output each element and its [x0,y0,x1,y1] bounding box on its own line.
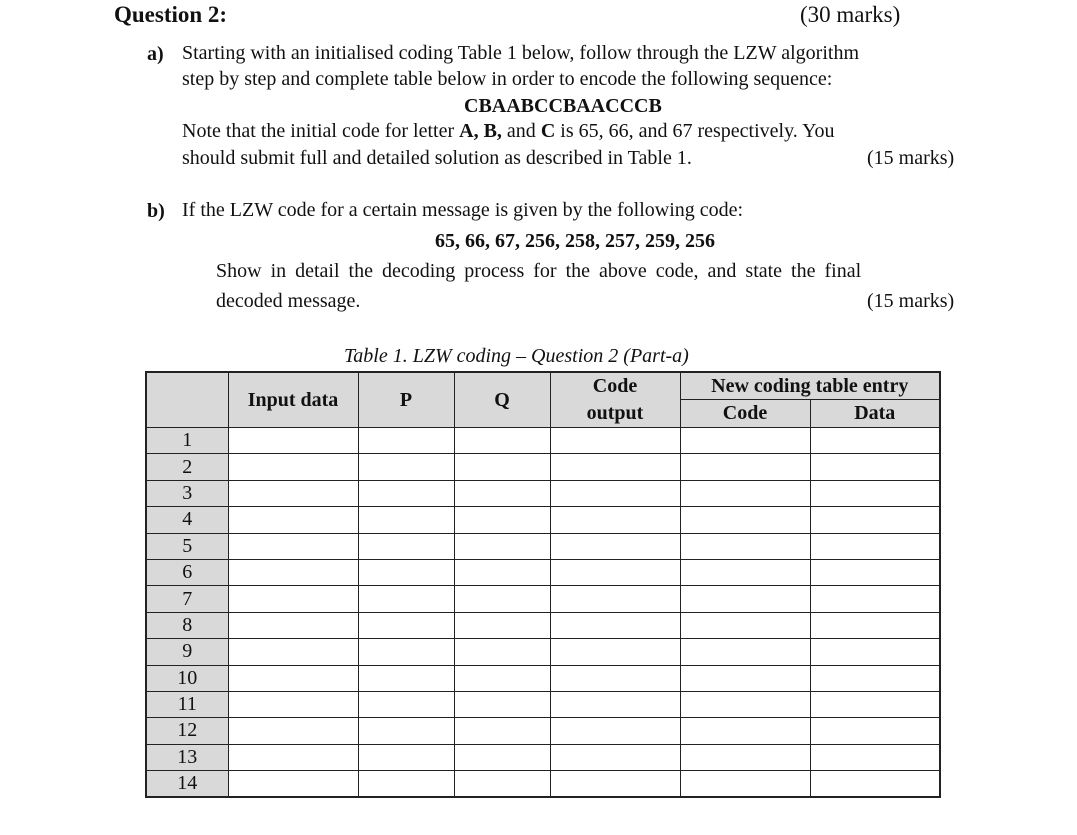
header-data: Data [810,400,940,428]
header-q: Q [454,372,550,428]
cell-new-data[interactable] [810,691,940,717]
cell-q[interactable] [454,771,550,798]
cell-new-code[interactable] [680,586,810,612]
cell-input-data[interactable] [228,428,358,454]
note-letter-a: A, [459,120,479,142]
part-a-label: a) [147,43,164,65]
table-row [146,559,940,585]
cell-p[interactable] [358,586,454,612]
table-row [146,428,940,454]
cell-p[interactable] [358,454,454,480]
table-row [146,665,940,691]
cell-code-output[interactable] [550,454,680,480]
cell-p[interactable] [358,612,454,638]
cell-input-data[interactable] [228,691,358,717]
table-caption: Table 1. LZW coding – Question 2 (Part-a) [344,345,689,367]
question-title: Question 2: [114,2,228,27]
cell-q[interactable] [454,428,550,454]
cell-input-data[interactable] [228,507,358,533]
cell-p[interactable] [358,533,454,559]
cell-new-data[interactable] [810,586,940,612]
cell-q[interactable] [454,454,550,480]
row-number: 2 [146,454,228,480]
question-marks: (30 marks) [800,2,901,27]
cell-input-data[interactable] [228,586,358,612]
cell-new-data[interactable] [810,771,940,798]
row-number: 9 [146,639,228,665]
cell-p[interactable] [358,480,454,506]
note-pre: Note that the initial code for letter [182,120,460,142]
cell-input-data[interactable] [228,480,358,506]
part-a-note [182,120,835,143]
row-number: 11 [146,691,228,717]
cell-p[interactable] [358,639,454,665]
cell-new-data[interactable] [810,559,940,585]
cell-code-output[interactable] [550,533,680,559]
cell-input-data[interactable] [228,665,358,691]
cell-new-code[interactable] [680,639,810,665]
cell-q[interactable] [454,559,550,585]
table-row [146,533,940,559]
table-row [146,744,940,770]
cell-code-output[interactable] [550,612,680,638]
cell-new-code[interactable] [680,691,810,717]
cell-new-data[interactable] [810,480,940,506]
cell-code-output[interactable] [550,744,680,770]
header-new-entry: New coding table entry [680,372,940,400]
cell-input-data[interactable] [228,533,358,559]
cell-code-output[interactable] [550,691,680,717]
cell-code-output[interactable] [550,559,680,585]
cell-p[interactable] [358,691,454,717]
note-letter-c: C [540,120,556,142]
cell-p[interactable] [358,718,454,744]
cell-input-data[interactable] [228,771,358,798]
part-a-sequence: CBAABCCBAACCCB [464,95,662,117]
cell-new-data[interactable] [810,454,940,480]
table-row [146,586,940,612]
cell-input-data[interactable] [228,559,358,585]
cell-new-data[interactable] [810,612,940,638]
part-a-line-2: step by step and complete table below in order to encode the following sequence: [182,68,833,90]
cell-input-data[interactable] [228,612,358,638]
note-and: and [501,120,541,142]
cell-new-data[interactable] [810,639,940,665]
row-number: 7 [146,586,228,612]
table-row [146,480,940,506]
cell-new-data[interactable] [810,428,940,454]
table-row [146,639,940,665]
cell-q[interactable] [454,612,550,638]
part-b-line-3: Show in detail the decoding process for the above code, and state the final [216,260,862,282]
cell-new-code[interactable] [680,559,810,585]
cell-new-data[interactable] [810,744,940,770]
header-row-number [146,372,228,428]
part-b-line-4: decoded message. [216,290,361,312]
cell-new-code[interactable] [680,507,810,533]
table-row [146,454,940,480]
cell-p[interactable] [358,771,454,798]
cell-q[interactable] [454,691,550,717]
table-body [146,428,940,798]
note-post: is 65, 66, and 67 respectively. You [555,120,835,142]
note-letter-b: B, [483,120,502,142]
row-number: 5 [146,533,228,559]
cell-new-data[interactable] [810,533,940,559]
part-b-line-1: If the LZW code for a certain message is given by the following code: [182,199,744,221]
table-row [146,718,940,744]
cell-new-data[interactable] [810,665,940,691]
part-b-label: b) [147,200,165,222]
cell-input-data[interactable] [228,718,358,744]
cell-new-code[interactable] [680,665,810,691]
cell-code-output[interactable] [550,480,680,506]
part-a-marks: (15 marks) [867,147,955,169]
cell-new-code[interactable] [680,718,810,744]
cell-new-data[interactable] [810,507,940,533]
cell-input-data[interactable] [228,454,358,480]
cell-code-output[interactable] [550,665,680,691]
header-p: P [358,372,454,428]
lzw-table [145,371,941,798]
header-code-output [550,372,680,428]
cell-input-data[interactable] [228,744,358,770]
cell-q[interactable] [454,480,550,506]
cell-q[interactable] [454,665,550,691]
header-code: Code [680,400,810,428]
part-a-line-1: Starting with an initialised coding Table 1 below, follow through the LZW algorithm [182,42,860,64]
cell-code-output[interactable] [550,771,680,798]
part-a-line-4: should submit full and detailed solution as described in Table 1. [182,147,692,169]
cell-p[interactable] [358,665,454,691]
cell-p[interactable] [358,507,454,533]
table-row [146,771,940,798]
table-row [146,507,940,533]
cell-p[interactable] [358,428,454,454]
cell-new-code[interactable] [680,428,810,454]
cell-new-code[interactable] [680,533,810,559]
cell-q[interactable] [454,639,550,665]
cell-q[interactable] [454,586,550,612]
header-code-output-line-1: Code [592,375,638,397]
cell-new-code[interactable] [680,454,810,480]
cell-new-code[interactable] [680,612,810,638]
header-input-data: Input data [228,372,358,428]
cell-code-output[interactable] [550,586,680,612]
header-code-output-line-2: output [586,402,644,424]
row-number: 1 [146,428,228,454]
cell-code-output[interactable] [550,718,680,744]
row-number: 6 [146,559,228,585]
cell-p[interactable] [358,559,454,585]
cell-p[interactable] [358,744,454,770]
row-number: 14 [146,771,228,798]
row-number: 10 [146,665,228,691]
row-number: 3 [146,480,228,506]
cell-new-data[interactable] [810,718,940,744]
cell-code-output[interactable] [550,639,680,665]
cell-code-output[interactable] [550,428,680,454]
cell-q[interactable] [454,718,550,744]
cell-input-data[interactable] [228,639,358,665]
part-b-codes: 65, 66, 67, 256, 258, 257, 259, 256 [435,230,715,252]
cell-q[interactable] [454,533,550,559]
part-b-marks: (15 marks) [867,290,955,312]
cell-new-code[interactable] [680,771,810,798]
cell-code-output[interactable] [550,507,680,533]
cell-new-code[interactable] [680,744,810,770]
row-number: 4 [146,507,228,533]
row-number: 8 [146,612,228,638]
row-number: 13 [146,744,228,770]
row-number: 12 [146,718,228,744]
table-row [146,691,940,717]
table-row [146,612,940,638]
cell-q[interactable] [454,744,550,770]
cell-q[interactable] [454,507,550,533]
cell-new-code[interactable] [680,480,810,506]
